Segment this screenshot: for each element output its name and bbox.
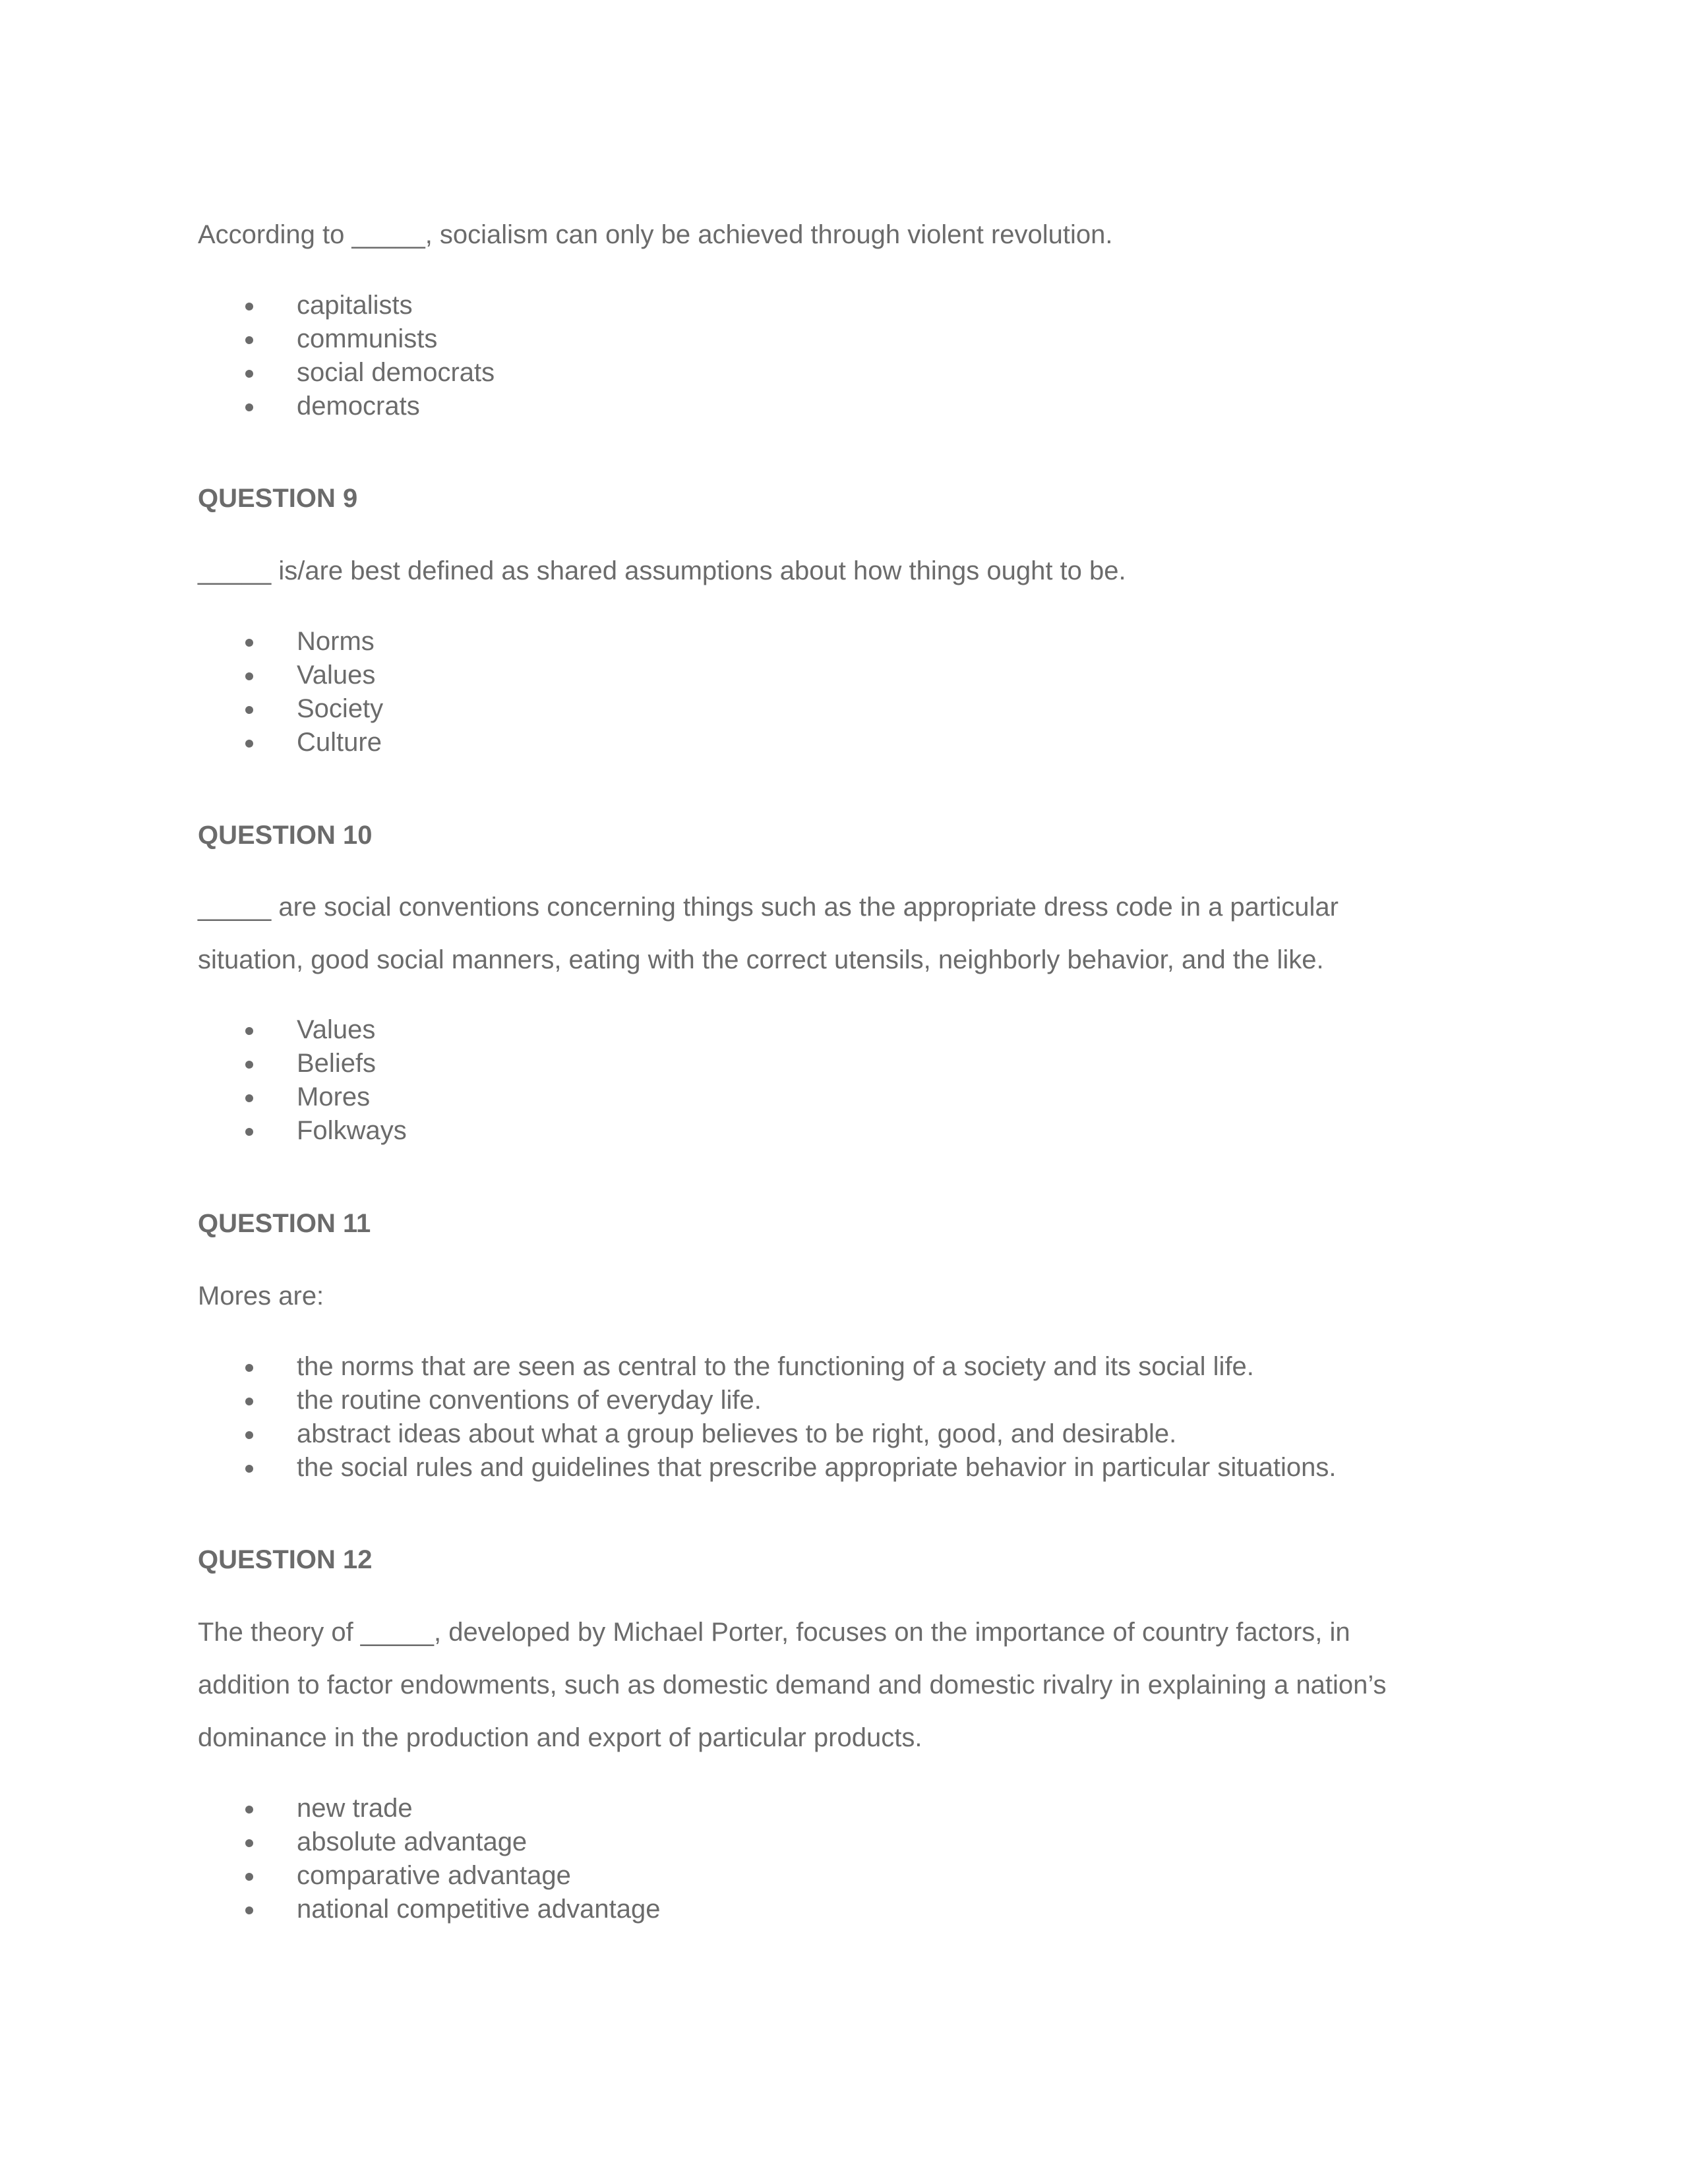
question-stem: The theory of _____, developed by Michael Porter, focuses on the importance of country factors, in — [198, 1618, 1350, 1647]
question-9 — [198, 545, 1490, 597]
bullet-icon — [245, 303, 253, 310]
question-heading: QUESTION 12 — [198, 1545, 373, 1574]
bullet-icon — [245, 740, 253, 748]
bullet-icon — [245, 672, 253, 680]
bullet-icon — [245, 639, 253, 647]
bullet-icon — [245, 1839, 253, 1847]
bullet-icon — [245, 336, 253, 344]
bullet-icon — [245, 1061, 253, 1069]
option-item: Mores — [198, 1080, 1490, 1114]
question-10-options — [198, 1013, 1490, 1148]
option-item: comparative advantage — [198, 1859, 1490, 1893]
bullet-icon — [245, 1431, 253, 1439]
question-stem: Mores are: — [198, 1282, 324, 1311]
bullet-icon — [245, 1806, 253, 1814]
bullet-icon — [245, 403, 253, 411]
option-item: Folkways — [198, 1114, 1490, 1148]
question-12 — [198, 1606, 1490, 1764]
question-11-options — [198, 1350, 1490, 1485]
option-item: Norms — [198, 625, 1490, 659]
bullet-icon — [245, 1465, 253, 1473]
option-item: Values — [198, 659, 1490, 692]
option-item: abstract ideas about what a group believes to be right, good, and desirable. — [198, 1417, 1490, 1451]
bullet-icon — [245, 1027, 253, 1035]
option-item: the norms that are seen as central to the functioning of a society and its social life. — [198, 1350, 1490, 1384]
question-10 — [198, 881, 1490, 986]
question-stem: _____ are social conventions concerning things such as the appropriate dress code in a particular — [198, 893, 1339, 922]
bullet-icon — [245, 1364, 253, 1372]
question-stem: dominance in the production and export of particular products. — [198, 1723, 922, 1752]
option-item: Culture — [198, 726, 1490, 759]
option-item: absolute advantage — [198, 1825, 1490, 1859]
question-11 — [198, 1270, 1490, 1322]
option-item: democrats — [198, 390, 1490, 423]
question-9-options — [198, 625, 1490, 759]
bullet-icon — [245, 706, 253, 714]
question-heading: QUESTION 11 — [198, 1209, 371, 1238]
option-item: capitalists — [198, 289, 1490, 322]
question-8-options — [198, 289, 1490, 423]
question-stem: According to _____, socialism can only be achieved through violent revolution. — [198, 220, 1113, 249]
option-item: new trade — [198, 1792, 1490, 1825]
option-item: Values — [198, 1013, 1490, 1047]
bullet-icon — [245, 1398, 253, 1405]
option-item: social democrats — [198, 356, 1490, 390]
question-12-options — [198, 1792, 1490, 1926]
option-item: communists — [198, 322, 1490, 356]
question-stem: situation, good social manners, eating with the correct utensils, neighborly behavior, and the like. — [198, 945, 1324, 974]
option-item: Society — [198, 692, 1490, 726]
question-stem: addition to factor endowments, such as domestic demand and domestic rivalry in explaining a nation’s — [198, 1670, 1387, 1699]
option-item: the routine conventions of everyday life. — [198, 1384, 1490, 1417]
bullet-icon — [245, 1873, 253, 1881]
option-item: national competitive advantage — [198, 1893, 1490, 1926]
option-item: the social rules and guidelines that prescribe appropriate behavior in particular situations. — [198, 1451, 1490, 1485]
option-item: Beliefs — [198, 1047, 1490, 1080]
bullet-icon — [245, 1906, 253, 1914]
question-heading: QUESTION 10 — [198, 821, 373, 850]
bullet-icon — [245, 1128, 253, 1136]
question-heading: QUESTION 9 — [198, 484, 358, 513]
bullet-icon — [245, 1094, 253, 1102]
question-stem: _____ is/are best defined as shared assumptions about how things ought to be. — [198, 556, 1126, 585]
bullet-icon — [245, 370, 253, 378]
question-8 — [198, 208, 1490, 261]
